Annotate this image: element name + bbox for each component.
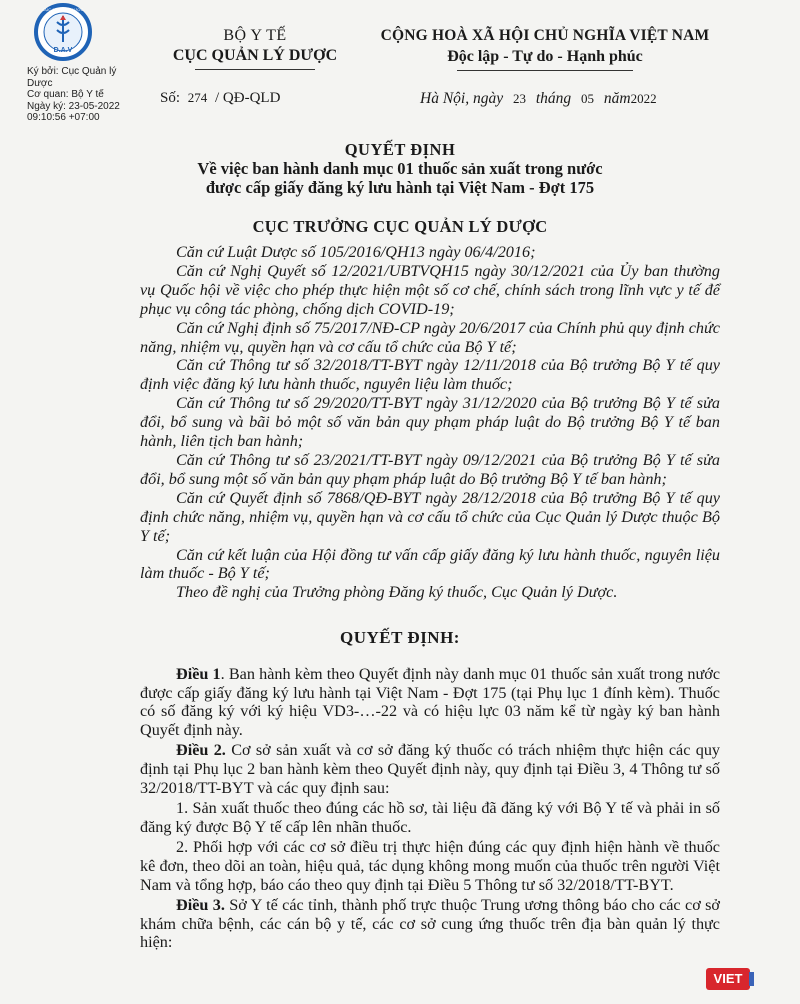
ministry-name: BỘ Y TẾ bbox=[223, 27, 287, 44]
date-month: 05 bbox=[581, 91, 595, 106]
article-3-label: Điều 3. bbox=[176, 896, 225, 915]
preamble-item: Căn cứ kết luận của Hội đồng tư vấn cấp giấy đăng ký lưu hành thuốc, nguyên liệu làm thuốc - Bộ Y tế; bbox=[140, 545, 720, 583]
article-1 bbox=[140, 665, 720, 739]
article-3-text: Sở Y tế các tỉnh, thành phố trực thuộc Trung ương thông báo cho các cơ sở khám chữa bệnh, các cán bộ y tế, các cơ sở cung ứng thuốc trên địa bàn quản lý thực hiện: bbox=[140, 896, 720, 952]
logo-ring-text: CỤC QUẢN LÝ DƯỢC bbox=[42, 7, 84, 12]
number-value: 274 bbox=[187, 90, 208, 105]
preamble-item: Căn cứ Thông tư số 29/2020/TT-BYT ngày 31/12/2020 của Bộ trưởng Bộ Y tế sửa đổi, bổ sung và bãi bỏ một số văn bản quy phạm pháp luật do Bộ trưởng Bộ Y tế ban hành, liên tịch ban hành; bbox=[140, 394, 720, 451]
document-type: QUYẾT ĐỊNH bbox=[344, 140, 456, 159]
date-prefix: Hà Nội, ngày bbox=[420, 90, 504, 107]
national-motto: Độc lập - Tự do - Hạnh phúc bbox=[447, 48, 643, 65]
agency-underline bbox=[195, 69, 315, 70]
preamble-item: Căn cứ Thông tư số 32/2018/TT-BYT ngày 12/11/2018 của Bộ trưởng Bộ Y tế quy định việc đăng ký lưu hành thuốc, nguyên liệu làm thuốc; bbox=[140, 356, 720, 394]
article-2 bbox=[140, 741, 720, 797]
issuing-agency bbox=[150, 26, 360, 70]
number-label: Số: bbox=[160, 90, 181, 106]
preamble-item: Căn cứ Nghị định số 75/2017/NĐ-CP ngày 20/6/2017 của Chính phủ quy định chức năng, nhiệm vụ, quyền hạn và cơ cấu tổ chức của Bộ Y tế; bbox=[140, 318, 720, 356]
preamble-item: Căn cứ Luật Dược số 105/2016/QH13 ngày 06/4/2016; bbox=[176, 243, 536, 261]
signature-agency: Cơ quan: Bộ Y tế bbox=[27, 89, 104, 100]
document-number bbox=[160, 90, 280, 107]
signed-by-cont: Dược bbox=[27, 77, 53, 89]
preamble-item: Theo đề nghị của Trưởng phòng Đăng ký thuốc, Cục Quản lý Dược. bbox=[176, 583, 618, 602]
number-suffix: / QĐ-QLD bbox=[215, 90, 281, 106]
signed-by: Ký bởi: Cục Quản lý bbox=[27, 66, 117, 77]
logo-abbr: D.A.V bbox=[53, 47, 73, 54]
decides-heading: QUYẾT ĐỊNH: bbox=[340, 628, 460, 647]
article-2-text: Cơ sở sản xuất và cơ sở đăng ký thuốc có trách nhiệm thực hiện các quy định tại Phụ lục 2 ban hành kèm theo Quyết định này, quy định tại Điều 3, 4 Thông tư số 32/2018/TT-BYT và các quy định sau: bbox=[140, 741, 721, 797]
article-2-item-1: 1. Sản xuất thuốc theo đúng các hồ sơ, tài liệu đã đăng ký với Bộ Y tế và phải in số đăng ký được Bộ Y tế cấp lên nhãn thuốc. bbox=[140, 799, 720, 836]
issue-date bbox=[420, 90, 657, 108]
subject-line-2: được cấp giấy đăng ký lưu hành tại Việt Nam - Đợt 175 bbox=[205, 178, 595, 197]
issuer-title: CỤC TRƯỞNG CỤC QUẢN LÝ DƯỢC bbox=[252, 217, 548, 236]
date-month-label: tháng bbox=[535, 90, 572, 107]
preamble-item: Căn cứ Quyết định số 7868/QĐ-BYT ngày 28/12/2018 của Bộ trưởng Bộ Y tế quy định chức năng, nhiệm vụ, quyền hạn và cơ cấu tổ chức của Cục Quản lý Dược thuộc Bộ Y tế; bbox=[140, 488, 720, 545]
date-year-label: năm bbox=[603, 90, 631, 107]
article-2-item-2: 2. Phối hợp với các cơ sở điều trị thực hiện đúng các quy định hiện hành về thuốc kê đơn, theo dõi an toàn, hiệu quả, tác dụng không mong muốn của thuốc trên người Việt Nam và tổng hợp, báo cáo theo quy định tại Điều 5 Thông tư số 32/2018/TT-BYT. bbox=[140, 838, 720, 894]
date-day: 23 bbox=[512, 91, 526, 106]
article-1-text: . Ban hành kèm theo Quyết định này danh mục 01 thuốc sản xuất trong nước được cấp giấy đăng ký lưu hành tại Việt Nam - Đợt 175 (tại Phụ lục 1 đính kèm). Thuốc có số đăng ký với ký hiệu VD3-…-22 và có hiệu lực 03 năm kể từ ngày ký ban hành Quyết định này. bbox=[140, 665, 721, 739]
viet-watermark-badge: VIET bbox=[706, 968, 750, 990]
preamble-item: Căn cứ Nghị Quyết số 12/2021/UBTVQH15 ngày 30/12/2021 của Ủy ban thường vụ Quốc hội về việc cho phép thực hiện một số cơ chế, chính sách trong lĩnh vực y tế để phục vụ công tác phòng, chống dịch COVID-19; bbox=[140, 261, 720, 318]
motto-underline bbox=[457, 70, 633, 71]
preamble-item: Căn cứ Thông tư số 23/2021/TT-BYT ngày 09/12/2021 của Bộ trưởng Bộ Y tế sửa đổi, bổ sung một số văn bản quy phạm pháp luật do Bộ trưởng Bộ Y tế ban hành; bbox=[140, 450, 720, 488]
dav-emblem-logo bbox=[27, 2, 99, 62]
preamble bbox=[140, 243, 720, 602]
articles bbox=[140, 665, 720, 954]
subject-line-1: Về việc ban hành danh mục 01 thuốc sản xuất trong nước bbox=[197, 159, 603, 178]
signature-time: 09:10:56 +07:00 bbox=[27, 112, 100, 123]
national-header bbox=[350, 26, 740, 71]
article-1-label: Điều 1 bbox=[176, 665, 221, 683]
signature-date: Ngày ký: 23-05-2022 bbox=[27, 100, 120, 112]
digital-signature-block bbox=[27, 66, 157, 124]
nation-name: CỘNG HOÀ XÃ HỘI CHỦ NGHĨA VIỆT NAM bbox=[380, 27, 710, 44]
date-year: 2022 bbox=[630, 91, 657, 106]
department-name: CỤC QUẢN LÝ DƯỢC bbox=[172, 47, 338, 64]
article-3 bbox=[140, 896, 720, 952]
article-2-label: Điều 2. bbox=[176, 741, 226, 760]
